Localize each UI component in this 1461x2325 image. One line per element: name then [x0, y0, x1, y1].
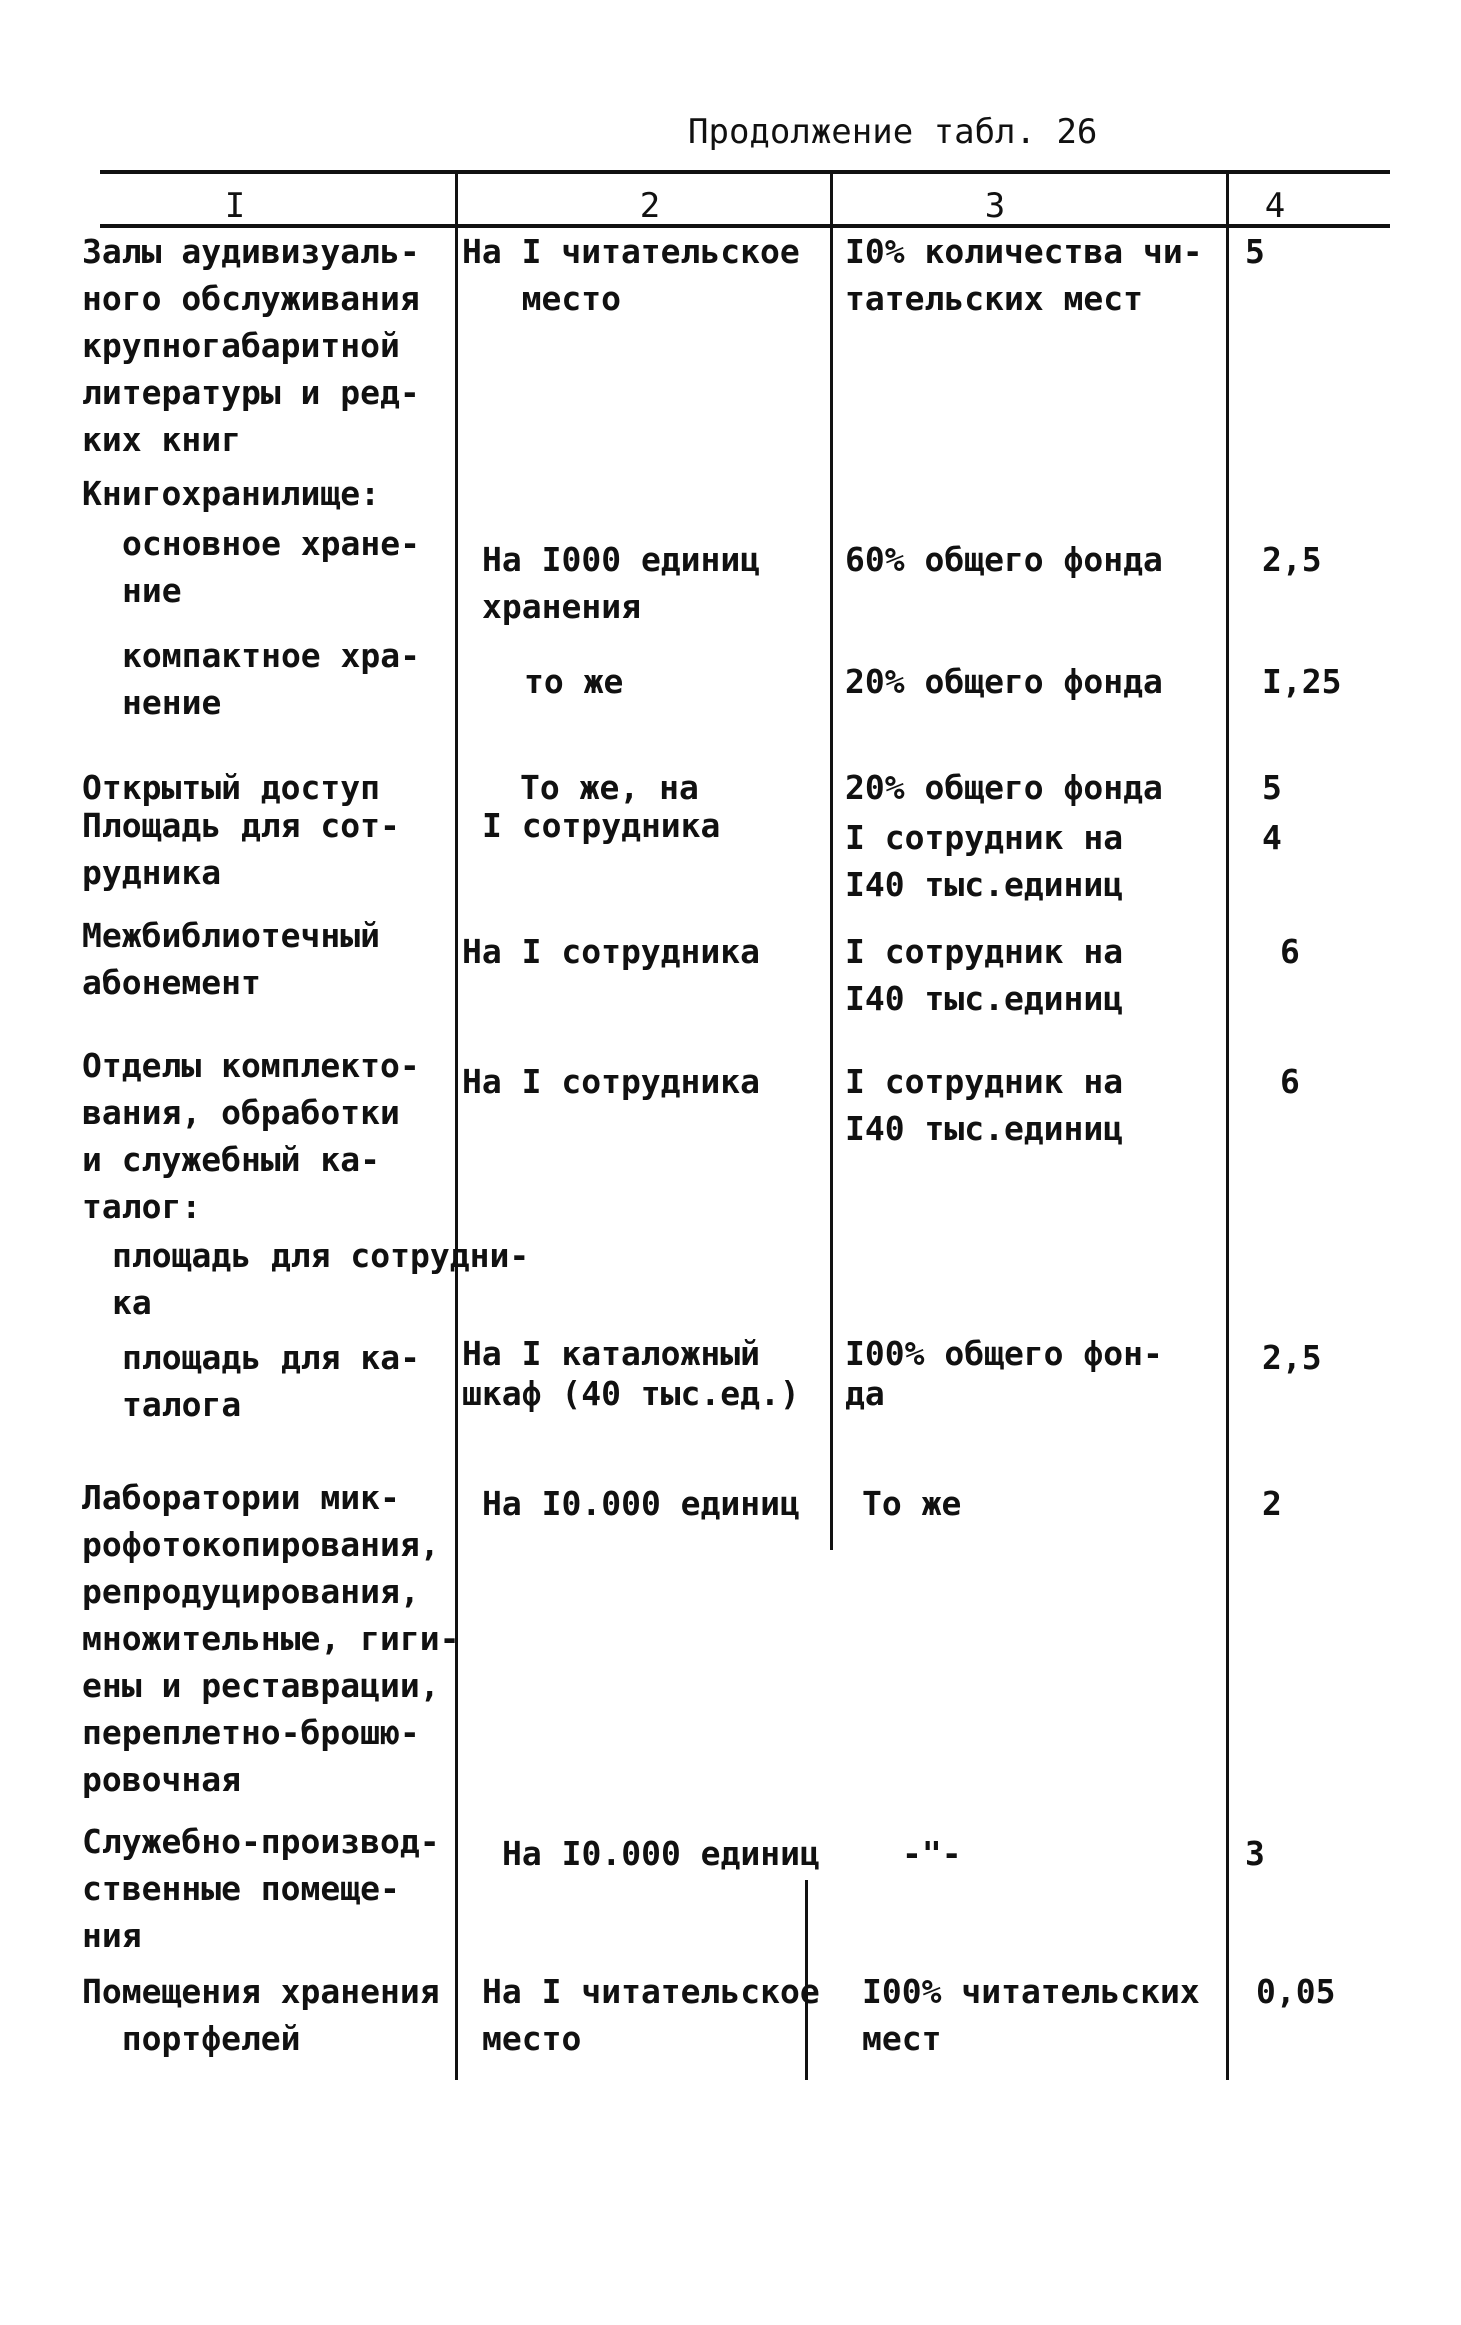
header-col-4: 4: [1264, 186, 1286, 226]
row7-unit: На I0.000 единиц: [482, 1484, 800, 1523]
header-col-3: 3: [984, 186, 1006, 226]
row4-basis: I сотрудник на I40 тыс.единиц: [845, 818, 1124, 904]
row6a-name: площадь для сотрудни- ка: [112, 1236, 530, 1322]
row1-unit: На I читательское место: [462, 232, 800, 318]
row5-basis: I сотрудник на I40 тыс.единиц: [845, 932, 1124, 1018]
row9-value: 0,05: [1256, 1972, 1336, 2011]
row7-value: 2: [1262, 1484, 1282, 1523]
row6-unit: На I сотрудника: [462, 1062, 761, 1101]
row6b-value: 2,5: [1262, 1338, 1322, 1377]
row1-name: Залы аудивизуаль- ного обслуживания крупногабаритной литературы и ред- ких книг: [82, 232, 420, 459]
row3-name: Открытый доступ: [82, 768, 381, 807]
row2b-name: компактное хра- нение: [122, 636, 421, 722]
row6-basis: I сотрудник на I40 тыс.единиц: [845, 1062, 1124, 1148]
row6b-name: площадь для ка- талога: [122, 1338, 421, 1424]
row7-name: Лаборатории мик- рофотокопирования, репродуцирования, множительные, гиги- ены и реставрации, переплетно-брошю- ровочная: [82, 1478, 460, 1799]
table-caption: Продолжение табл. 26: [688, 112, 1098, 152]
row8-name: Служебно-производ- ственные помеще- ния: [82, 1822, 440, 1955]
row6b-unit: На I каталожный шкаф (40 тыс.ед.): [462, 1334, 800, 1413]
row6-name: Отделы комплекто- вания, обработки и служебный ка- талог:: [82, 1046, 420, 1226]
row4-value: 4: [1262, 818, 1282, 857]
row9-unit: На I читательское место: [482, 1972, 820, 2058]
header-col-1: I: [224, 186, 246, 226]
row8-unit: На I0.000 единиц: [502, 1834, 820, 1873]
row9-name: Помещения хранения портфелей: [82, 1972, 440, 2058]
column-separator-3: [1226, 170, 1229, 2080]
table-top-rule: [100, 170, 1390, 174]
row8-basis: -"-: [902, 1834, 962, 1873]
row5-value: 6: [1280, 932, 1300, 971]
row4-name: Площадь для сот- рудника: [82, 806, 400, 892]
row7-basis: То же: [862, 1484, 962, 1523]
row8-value: 3: [1245, 1834, 1265, 1873]
row4-unit: I сотрудника: [482, 806, 721, 845]
row2a-basis: 60% общего фонда: [845, 540, 1163, 579]
row5-unit: На I сотрудника: [462, 932, 761, 971]
row5-name: Межбиблиотечный абонемент: [82, 916, 381, 1002]
row3-basis: 20% общего фонда: [845, 768, 1163, 807]
row6-value: 6: [1280, 1062, 1300, 1101]
row2b-unit: то же: [524, 662, 624, 701]
row6b-basis: I00% общего фон- да: [845, 1334, 1163, 1413]
row1-basis: I0% количества чи- тательских мест: [845, 232, 1203, 318]
row2b-basis: 20% общего фонда: [845, 662, 1163, 701]
row2b-value: I,25: [1262, 662, 1342, 701]
row3-unit: То же, на: [520, 768, 699, 807]
row2a-name: основное хране- ние: [122, 524, 421, 610]
row1-value: 5: [1245, 232, 1265, 271]
row2a-value: 2,5: [1262, 540, 1322, 579]
header-col-2: 2: [639, 186, 661, 226]
row2-group-label: Книгохранилище:: [82, 474, 381, 513]
column-separator-2: [830, 170, 833, 1550]
row2a-unit: На I000 единиц хранения: [482, 540, 761, 626]
row9-basis: I00% читательских мест: [862, 1972, 1200, 2058]
row3-value: 5: [1262, 768, 1282, 807]
